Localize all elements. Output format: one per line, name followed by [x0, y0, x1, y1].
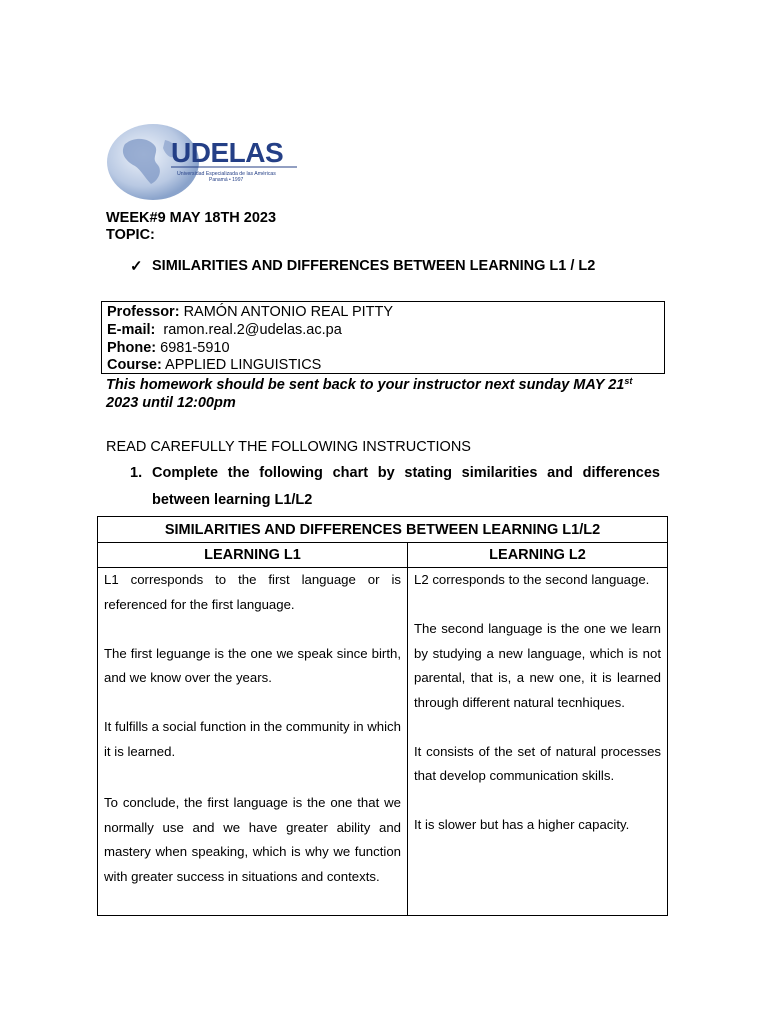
phone-line	[107, 340, 659, 358]
professor-value: RAMÓN ANTONIO REAL PITTY	[183, 304, 394, 320]
professor-info-box	[101, 301, 665, 374]
comparison-table	[97, 516, 668, 916]
email-line	[107, 322, 659, 340]
phone-value: 6981-5910	[160, 339, 230, 356]
l1-paragraph: It fulfills a social function in the community in which it is learned.	[104, 719, 401, 759]
deadline-text-a: This homework should be sent back to your instructor next sunday MAY 21	[106, 377, 625, 393]
professor-line	[107, 304, 659, 322]
phone-label: Phone:	[107, 339, 157, 356]
course-value: APPLIED LINGUISTICS	[165, 357, 322, 374]
professor-label: Professor:	[107, 304, 180, 320]
deadline-text-b: 2023 until 12:00pm	[106, 394, 236, 411]
email-label: E-mail:	[107, 321, 156, 338]
instruction-item	[130, 460, 660, 514]
deadline-sup: st	[624, 376, 633, 386]
topic-item-text: SIMILARITIES AND DIFFERENCES BETWEEN LEARNING L1 / L2	[152, 258, 596, 274]
week-heading: WEEK#9 MAY 18TH 2023	[106, 210, 277, 226]
l2-paragraph: The second language is the one we learn by studying a new language, which is not parental, that is, a new one, it is learned through different natural tecnhiques.	[414, 621, 662, 710]
l1-paragraph: The first leguange is the one we speak since birth, and we know over the years.	[104, 645, 401, 685]
instruction-text: Complete the following chart by stating similarities and differences between learning L1/L2	[152, 465, 660, 508]
udelas-logo	[105, 118, 303, 202]
l2-paragraph: L2 corresponds to the second language.	[414, 572, 650, 587]
l2-paragraph: It consists of the set of natural processes that develop communication skills.	[414, 743, 662, 783]
globe-logo-icon	[105, 118, 303, 202]
checkmark-icon: ✓	[130, 258, 143, 275]
logo-subtitle: Universidad Especializada de las Américas	[177, 171, 276, 177]
topic-item	[130, 258, 595, 275]
course-line	[107, 357, 659, 375]
logo-text: UDELAS	[171, 137, 284, 168]
table-title: SIMILARITIES AND DIFFERENCES BETWEEN LEARNING L1/L2	[98, 517, 668, 543]
topic-label: TOPIC:	[106, 227, 155, 243]
column-header-l2: LEARNING L2	[408, 543, 668, 568]
l2-paragraph: It is slower but has a higher capacity.	[414, 817, 630, 832]
l1-paragraph: L1 corresponds to the first language or is referenced for the first language.	[104, 572, 401, 612]
instruction-number: 1.	[130, 465, 143, 481]
l1-paragraph: To conclude, the first language is the one that we normally use and we have greater ability and mastery when speaking, which is why we function with greater success in situations and contexts.	[104, 795, 401, 884]
l2-cell	[408, 568, 668, 916]
l1-cell	[98, 568, 408, 916]
email-value[interactable]: ramon.real.2@udelas.ac.pa	[163, 321, 342, 338]
deadline-note	[106, 377, 666, 412]
instructions-heading: READ CAREFULLY THE FOLLOWING INSTRUCTIONS	[106, 439, 471, 455]
column-header-l1: LEARNING L1	[98, 543, 408, 568]
logo-subtitle-2: Panamá • 1997	[209, 177, 244, 183]
course-label: Course:	[107, 357, 162, 374]
